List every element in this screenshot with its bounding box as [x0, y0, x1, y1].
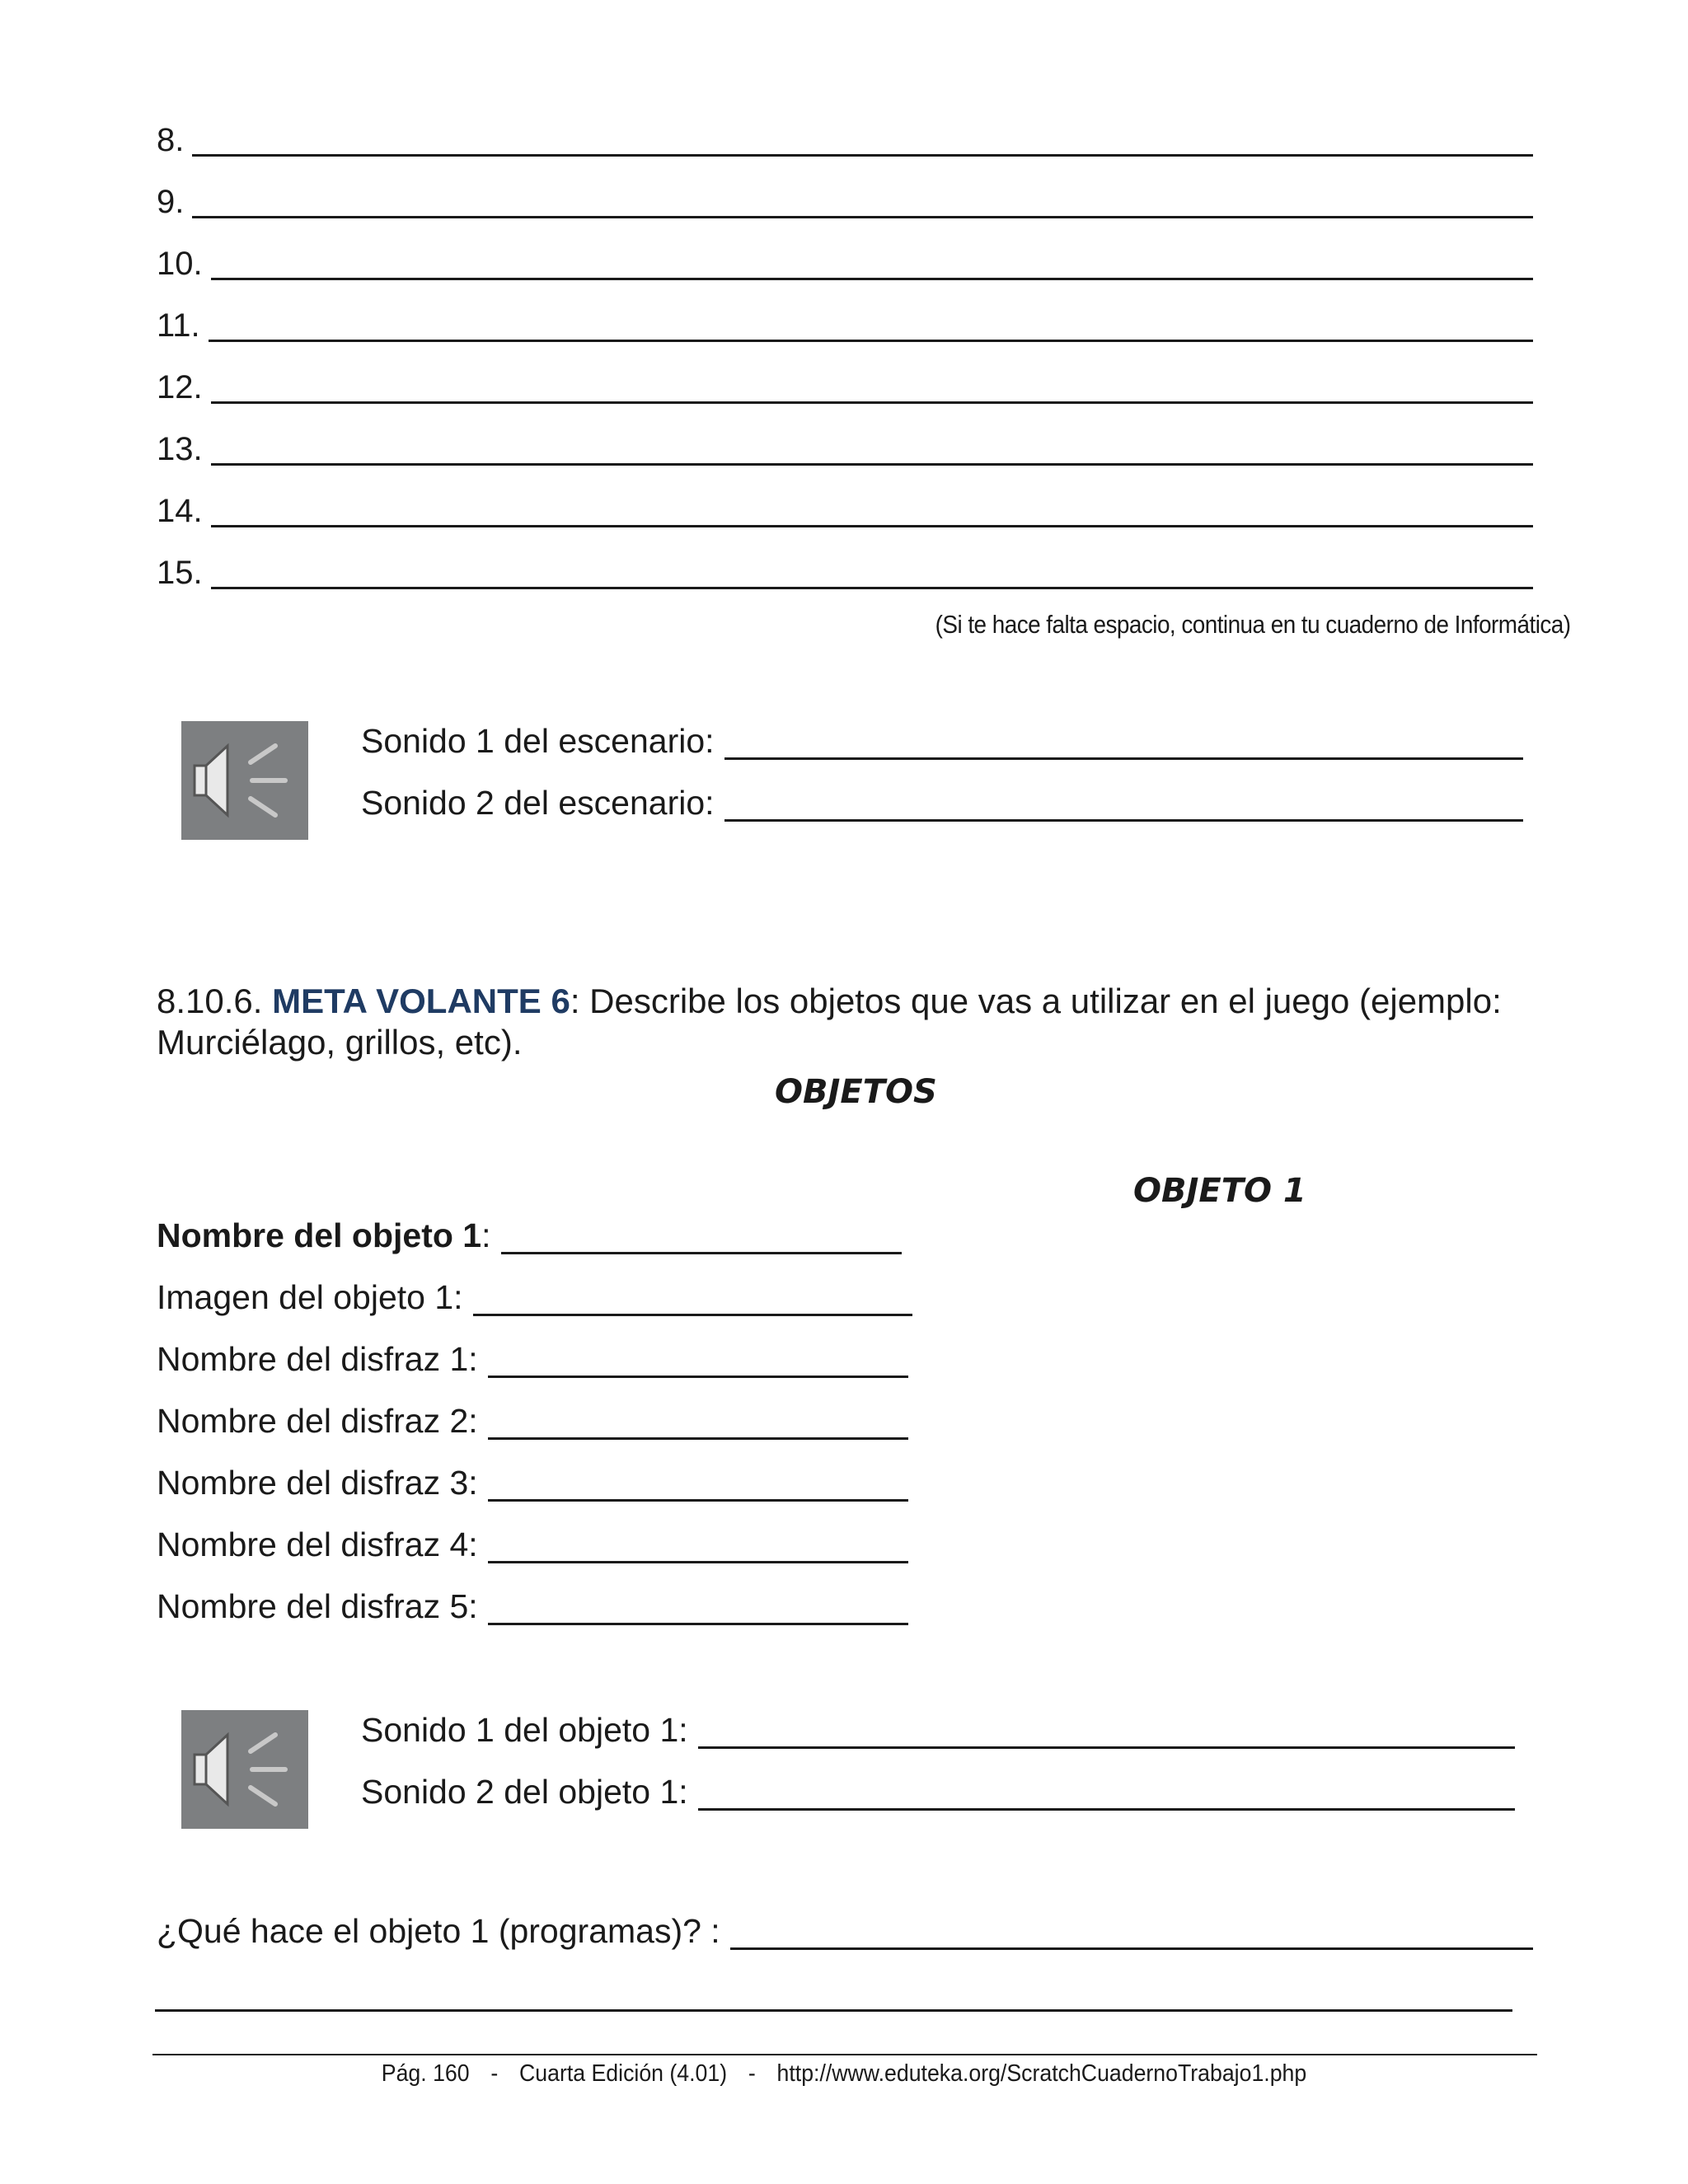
object-image-blank[interactable]: [473, 1281, 912, 1316]
costume-3-field[interactable]: [157, 1464, 908, 1502]
object-program-question[interactable]: [157, 1912, 1533, 1950]
space-note: (Si te hace falta espacio, continua en tu cuaderno de Informática): [935, 610, 1570, 639]
answer-line-9[interactable]: [157, 185, 1533, 218]
stage-sound-1-blank[interactable]: [724, 724, 1523, 760]
answer-line-13[interactable]: [157, 433, 1533, 466]
answer-blank[interactable]: [211, 557, 1533, 589]
line-number: 15.: [157, 555, 203, 591]
line-number: 14.: [157, 493, 203, 529]
line-number: 10.: [157, 246, 203, 282]
object-image-label: Imagen del objeto 1:: [157, 1278, 463, 1316]
stage-sound-2-label: Sonido 2 del escenario:: [361, 784, 715, 822]
object-sound-1[interactable]: [361, 1711, 1515, 1749]
answer-blank[interactable]: [211, 434, 1533, 466]
object-image-field[interactable]: [157, 1278, 912, 1316]
object-sound-2-blank[interactable]: [698, 1775, 1515, 1811]
page-footer: [68, 2060, 1620, 2088]
object-sound-2[interactable]: [361, 1773, 1515, 1811]
stage-sound-2-blank[interactable]: [724, 786, 1523, 822]
costume-1-label: Nombre del disfraz 1:: [157, 1340, 478, 1378]
question-blank-continuation[interactable]: [155, 2009, 1512, 2012]
question-label: ¿Qué hace el objeto 1 (programas)? :: [157, 1912, 720, 1950]
meta-volante-label: META VOLANTE 6: [272, 982, 570, 1020]
answer-blank[interactable]: [192, 186, 1533, 218]
costume-5-label: Nombre del disfraz 5:: [157, 1587, 478, 1625]
page-number: Pág. 160: [381, 2060, 470, 2087]
speaker-icon: [181, 721, 308, 840]
answer-line-14[interactable]: [157, 494, 1533, 527]
answer-line-11[interactable]: [157, 309, 1533, 342]
stage-sound-1-label: Sonido 1 del escenario:: [361, 722, 715, 760]
costume-3-blank[interactable]: [488, 1466, 908, 1502]
objects-title: OBJETOS: [775, 1073, 937, 1111]
answer-blank[interactable]: [211, 495, 1533, 527]
costume-2-field[interactable]: [157, 1402, 908, 1440]
costume-5-blank[interactable]: [488, 1590, 908, 1625]
object-title: OBJETO 1: [1133, 1172, 1306, 1210]
answer-blank[interactable]: [211, 248, 1533, 280]
speaker-icon: [181, 1710, 308, 1829]
stage-sound-1[interactable]: [361, 722, 1523, 760]
answer-line-10[interactable]: [157, 247, 1533, 280]
costume-2-blank[interactable]: [488, 1404, 908, 1440]
question-blank[interactable]: [730, 1915, 1533, 1950]
costume-4-label: Nombre del disfraz 4:: [157, 1526, 478, 1563]
costume-5-field[interactable]: [157, 1587, 908, 1625]
object-name-label: Nombre del objeto 1:: [157, 1216, 491, 1254]
stage-sound-2[interactable]: [361, 784, 1523, 822]
section-heading: [157, 981, 1574, 1063]
answer-line-15[interactable]: [157, 556, 1533, 589]
object-name-blank[interactable]: [501, 1219, 902, 1254]
costume-4-blank[interactable]: [488, 1528, 908, 1563]
object-sound-1-label: Sonido 1 del objeto 1:: [361, 1711, 688, 1749]
line-number: 13.: [157, 431, 203, 467]
footer-separator: -: [490, 2060, 499, 2087]
costume-3-label: Nombre del disfraz 3:: [157, 1464, 478, 1502]
line-number: 11.: [157, 307, 200, 344]
answer-line-12[interactable]: [157, 371, 1533, 404]
edition-label: Cuarta Edición (4.01): [519, 2060, 728, 2087]
object-sound-1-blank[interactable]: [698, 1713, 1515, 1749]
footer-separator: -: [748, 2060, 756, 2087]
line-number: 12.: [157, 369, 203, 405]
costume-1-blank[interactable]: [488, 1343, 908, 1378]
line-number: 8.: [157, 122, 185, 158]
answer-blank[interactable]: [211, 372, 1533, 404]
object-name-field[interactable]: [157, 1216, 902, 1254]
costume-1-field[interactable]: [157, 1340, 908, 1378]
footer-url[interactable]: http://www.eduteka.org/ScratchCuadernoTrabajo1.php: [776, 2060, 1307, 2087]
answer-line-8[interactable]: [157, 124, 1533, 157]
section-text: : Describe los objetos que vas a utilizar en el juego (ejemplo: Murciélago, grillos, etc).: [157, 982, 1502, 1062]
section-number: 8.10.6.: [157, 982, 263, 1020]
answer-blank[interactable]: [209, 310, 1533, 342]
line-number: 9.: [157, 184, 185, 220]
answer-blank[interactable]: [192, 124, 1533, 157]
speaker-icon-graphic: [181, 721, 308, 840]
object-sound-2-label: Sonido 2 del objeto 1:: [361, 1773, 688, 1811]
costume-4-field[interactable]: [157, 1526, 908, 1563]
costume-2-label: Nombre del disfraz 2:: [157, 1402, 478, 1440]
speaker-icon-graphic: [181, 1710, 308, 1829]
footer-rule: [152, 2054, 1537, 2055]
